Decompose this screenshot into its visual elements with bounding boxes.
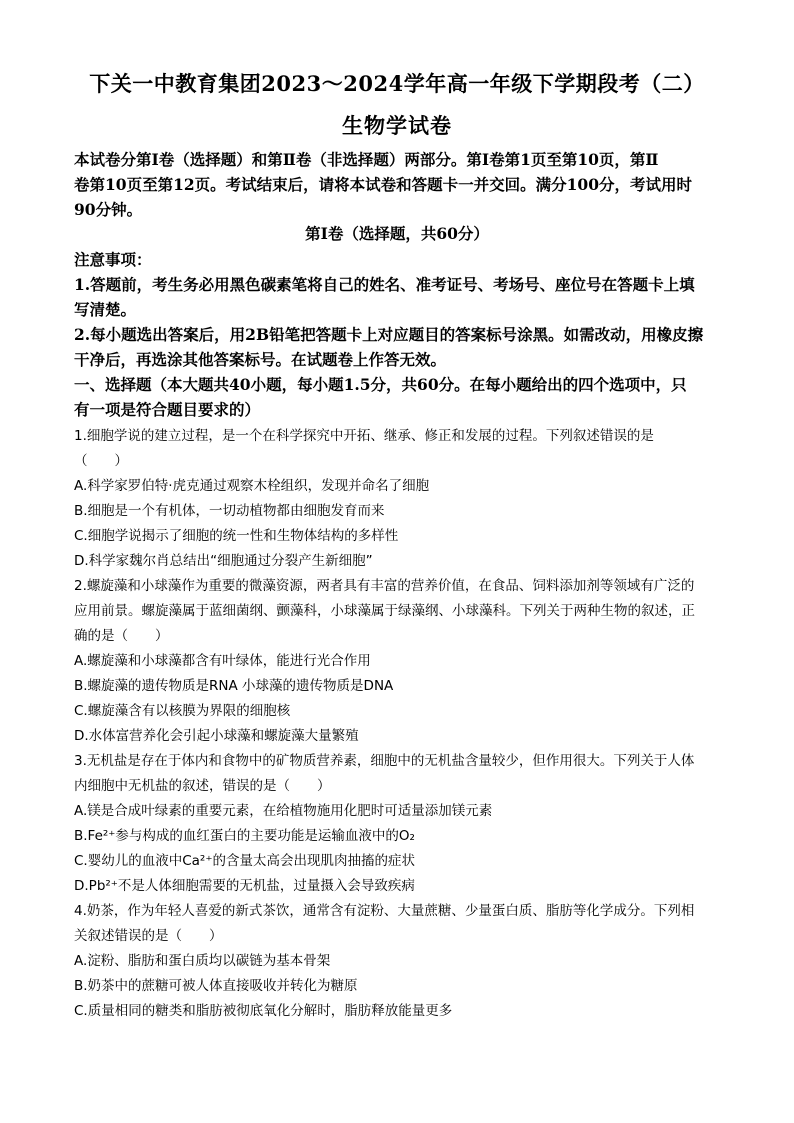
notice-heading: 注意事项： bbox=[74, 250, 152, 269]
question-option: A.螺旋藻和小球藻都含有叶绿体，能进行光合作用 bbox=[74, 653, 371, 669]
question-option: B.Fe²⁺参与构成的血红蛋白的主要功能是运输血液中的O₂ bbox=[74, 828, 415, 844]
section-title: 第Ⅰ卷（选择题，共60分） bbox=[305, 224, 489, 243]
question-option: C.细胞学说揭示了细胞的统一性和生物体结构的多样性 bbox=[74, 528, 399, 544]
question-stem: 4.奶茶，作为年轻人喜爱的新式茶饮，通常含有淀粉、大量蔗糖、少量蛋白质、脂肪等化学成分。下列相 bbox=[74, 903, 695, 919]
notice-line: 写清楚。 bbox=[74, 300, 137, 319]
question-stem: 2.螺旋藻和小球藻作为重要的微藻资源，两者具有丰富的营养价值，在食品、饲料添加剂等领域有广泛的 bbox=[74, 578, 695, 594]
question-option: A.淀粉、脂肪和蛋白质均以碳链为基本骨架 bbox=[74, 953, 331, 969]
question-stem: 1.细胞学说的建立过程，是一个在科学探究中开拓、继承、修正和发展的过程。下列叙述错误的是 bbox=[74, 428, 654, 444]
question-option: C.螺旋藻含有以核膜为界限的细胞核 bbox=[74, 703, 291, 719]
intro-line: 卷第10页至第12页。考试结束后，请将本试卷和答题卡一并交回。满分100分，考试用时 bbox=[74, 175, 692, 194]
part-heading: 一、选择题（本大题共40小题，每小题1.5分，共60分。在每小题给出的四个选项中，只 bbox=[74, 375, 687, 394]
intro-line: 本试卷分第Ⅰ卷（选择题）和第Ⅱ卷（非选择题）两部分。第Ⅰ卷第1页至第10页，第Ⅱ bbox=[74, 150, 659, 169]
question-option: D.科学家魏尔肖总结出“细胞通过分裂产生新细胞” bbox=[74, 553, 373, 569]
question-option: C.婴幼儿的血液中Ca²⁺的含量太高会出现肌肉抽搐的症状 bbox=[74, 853, 415, 869]
question-stem: 确的是（ ） bbox=[74, 628, 169, 644]
notice-line: 2.每小题选出答案后，用2B铅笔把答题卡上对应题目的答案标号涂黑。如需改动，用橡皮擦 bbox=[74, 325, 704, 344]
exam-subtitle: 生物学试卷 bbox=[342, 113, 452, 138]
question-stem: （ ） bbox=[74, 453, 128, 469]
question-option: A.镁是合成叶绿素的重要元素，在给植物施用化肥时可适量添加镁元素 bbox=[74, 803, 493, 819]
question-option: B.奶茶中的蔗糖可被人体直接吸收并转化为糖原 bbox=[74, 978, 358, 994]
question-option: B.螺旋藻的遗传物质是RNA 小球藻的遗传物质是DNA bbox=[74, 678, 394, 694]
notice-line: 干净后，再选涂其他答案标号。在试题卷上作答无效。 bbox=[74, 350, 447, 369]
intro-line: 90分钟。 bbox=[74, 200, 143, 219]
question-stem: 内细胞中无机盐的叙述，错误的是（ ） bbox=[74, 778, 331, 794]
exam-title: 下关一中教育集团2023～2024学年高一年级下学期段考（二） bbox=[89, 71, 705, 96]
question-stem: 应用前景。螺旋藻属于蓝细菌纲、颤藻科，小球藻属于绿藻纲、小球藻科。下列关于两种生物的叙述，正 bbox=[74, 603, 695, 619]
question-option: D.水体富营养化会引起小球藻和螺旋藻大量繁殖 bbox=[74, 728, 359, 744]
question-option: C.质量相同的糖类和脂肪被彻底氧化分解时，脂肪释放能量更多 bbox=[74, 1003, 453, 1019]
notice-line: 1.答题前，考生务必用黑色碳素笔将自己的姓名、准考证号、考场号、座位号在答题卡上填 bbox=[74, 275, 695, 294]
question-stem: 关叙述错误的是（ ） bbox=[74, 928, 223, 944]
question-option: A.科学家罗伯特·虎克通过观察木栓组织，发现并命名了细胞 bbox=[74, 478, 430, 494]
question-option: D.Pb²⁺不是人体细胞需要的无机盐，过量摄入会导致疾病 bbox=[74, 878, 415, 894]
part-heading: 有一项是符合题目要求的） bbox=[74, 400, 261, 419]
question-stem: 3.无机盐是存在于体内和食物中的矿物质营养素，细胞中的无机盐含量较少，但作用很大。下列关于人体 bbox=[74, 753, 695, 769]
question-option: B.细胞是一个有机体，一切动植物都由细胞发育而来 bbox=[74, 503, 385, 519]
